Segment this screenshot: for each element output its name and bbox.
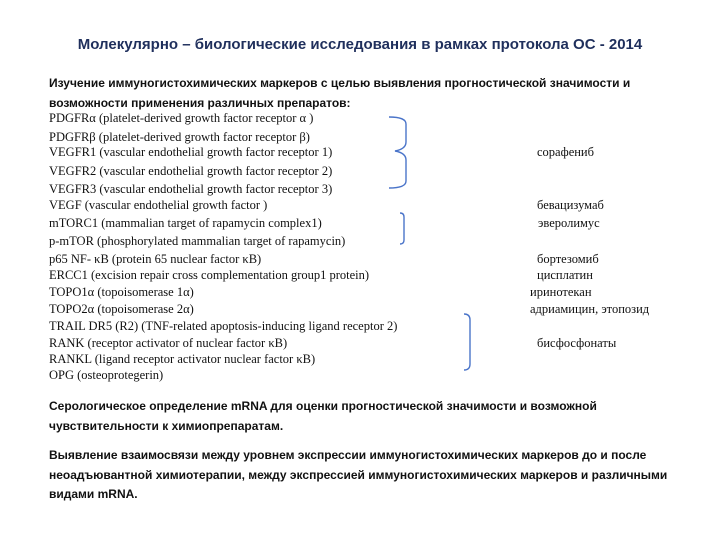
drug-cisplatin: цисплатин (537, 268, 593, 282)
marker-ercc1: ERCC1 (excision repair cross complementation group1 protein) (49, 268, 370, 282)
marker-topo1a: TOPO1α (topoisomerase 1α) (49, 285, 194, 299)
drug-bisphosphonates: бисфосфонаты (537, 336, 617, 350)
marker-rank: RANK (receptor activator of nuclear factor κB) (49, 336, 288, 350)
drug-adriamycin-etoposide: адриамицин, этопозид (530, 302, 650, 316)
marker-opg: OPG (osteoprotegerin) (49, 368, 164, 382)
marker-pdgfr-beta: PDGFRβ (platelet-derived growth factor receptor β) (49, 130, 310, 144)
marker-vegfr1: VEGFR1 (vascular endothelial growth factor receptor 1) (49, 145, 333, 159)
bracket-bisphosphonates-group (464, 314, 470, 370)
bracket-everolimus-group (400, 213, 404, 244)
marker-topo2a: TOPO2α (topoisomerase 2α) (49, 302, 194, 316)
marker-mtorc1: mTORC1 (mammalian target of rapamycin complex1) (49, 216, 322, 230)
marker-p-mtor: p-mTOR (phosphorylated mammalian target of rapamycin) (49, 234, 346, 248)
relation-paragraph: Выявление взаимосвязи между уровнем экспрессии иммуногистохимических маркеров до и после неоадъювантной химиотерапии, между экспрессией иммуногистохимических маркеров и различными видами mRNA. (49, 448, 668, 501)
marker-p65-nf-kb: p65 NF- κB (protein 65 nuclear factor κB) (49, 252, 262, 266)
drug-bevacizumab: бевацизумаб (537, 198, 604, 212)
drug-sorafenib: сорафениб (537, 145, 594, 159)
drug-bortezomib: бортезомиб (537, 252, 599, 266)
marker-vegfr2: VEGFR2 (vascular endothelial growth factor receptor 2) (49, 164, 333, 178)
marker-trail-dr5: TRAIL DR5 (R2) (TNF-related apoptosis-inducing ligand receptor 2) (49, 319, 398, 333)
drug-irinotecan: иринотекан (530, 285, 592, 299)
marker-pdgfr-alpha: PDGFRα (platelet-derived growth factor receptor α ) (49, 111, 314, 125)
serology-paragraph: Серологическое определение mRNA для оценки прогностической значимости и возможной чувствительности к химиопрепаратам. (49, 399, 597, 433)
page-title: Молекулярно – биологические исследования в рамках протокола ОС - 2014 (77, 36, 643, 53)
intro-paragraph: Изучение иммуногистохимических маркеров с целью выявления прогностической значимости и возможности применения различных препаратов: (49, 76, 631, 110)
drug-everolimus: эверолимус (538, 216, 600, 230)
marker-vegf: VEGF (vascular endothelial growth factor ) (49, 198, 268, 212)
marker-vegfr3: VEGFR3 (vascular endothelial growth factor receptor 3) (49, 182, 333, 196)
marker-rankl: RANKL (ligand receptor activator nuclear factor κB) (49, 352, 316, 366)
bracket-sorafenib-group (389, 117, 406, 188)
